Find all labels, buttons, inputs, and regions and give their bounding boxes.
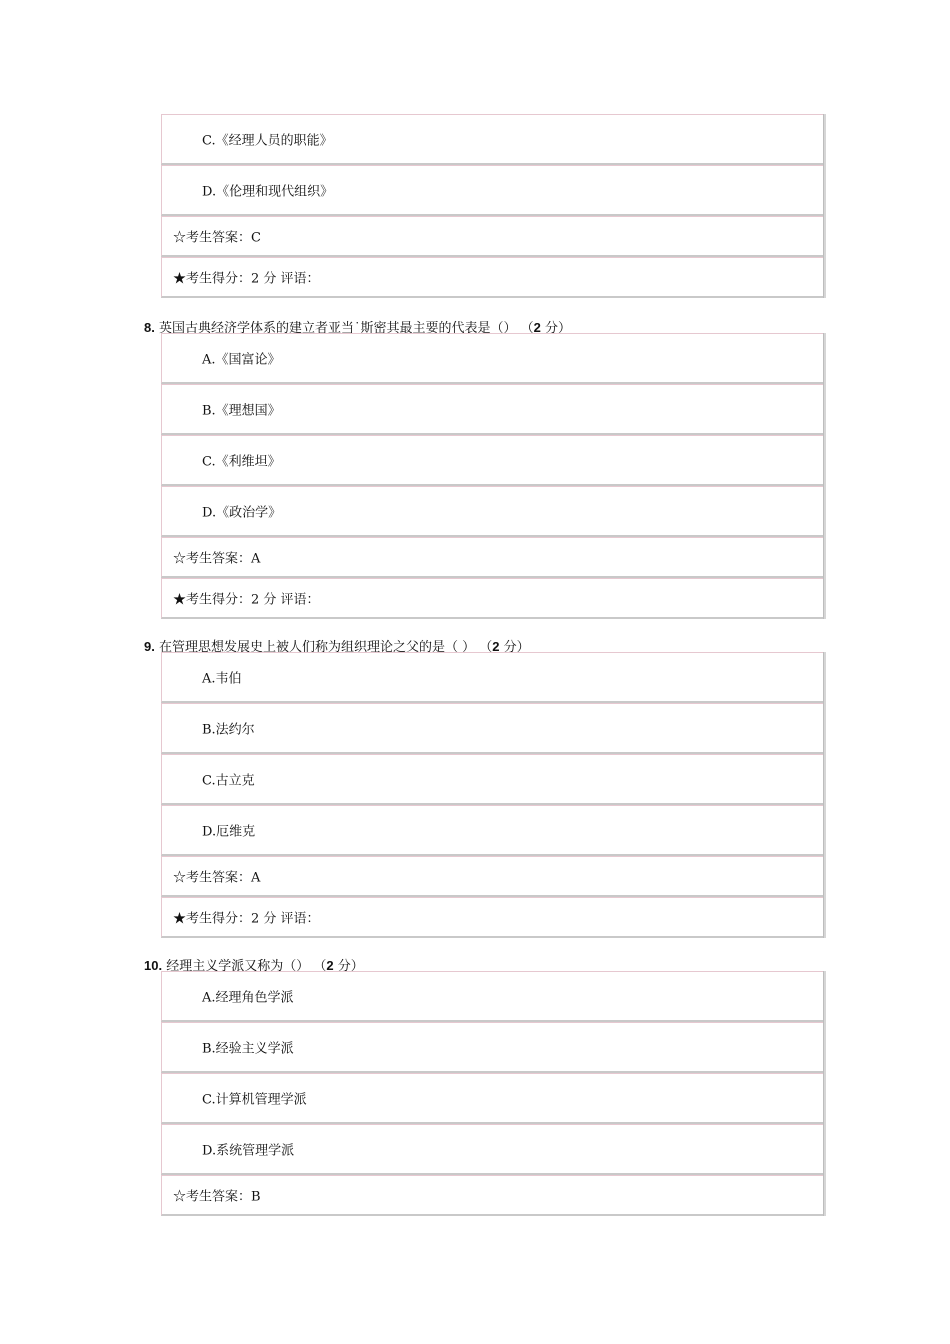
option-text: C.《利维坦》	[202, 454, 281, 470]
right-border	[823, 333, 826, 619]
question-text: 在管理思想发展史上被人们称为组织理论之父的是（ ） （	[158, 640, 493, 655]
option-row	[161, 1124, 823, 1175]
question-points-suffix: 分）	[545, 321, 572, 336]
option-row	[161, 1022, 823, 1073]
option-text: B.法约尔	[202, 722, 255, 738]
question-number: 9.	[144, 639, 155, 654]
option-text: C.《经理人员的职能》	[202, 133, 333, 149]
option-row	[161, 486, 823, 537]
option-row	[161, 1073, 823, 1124]
question-points-suffix: 分）	[503, 640, 530, 655]
question-points: 2	[492, 639, 500, 654]
option-row	[161, 333, 823, 384]
question-points: 2	[533, 320, 541, 335]
option-row	[161, 805, 823, 856]
question-9-block	[161, 652, 823, 938]
question-10-block	[161, 971, 823, 1216]
question-text: 英国古典经济学体系的建立者亚当˙斯密其最主要的代表是（） （	[158, 321, 534, 336]
right-border	[823, 971, 826, 1216]
option-row	[161, 384, 823, 435]
question-number: 10.	[144, 958, 163, 973]
right-border	[823, 114, 826, 298]
question-points-suffix: 分）	[337, 959, 364, 974]
option-text: A.《国富论》	[202, 352, 281, 368]
student-answer: ☆考生答案：A	[173, 551, 261, 567]
option-text: A.韦伯	[202, 671, 242, 687]
option-row	[161, 165, 823, 216]
student-answer-row	[161, 537, 823, 578]
option-row	[161, 652, 823, 703]
student-answer: ☆考生答案：A	[173, 870, 261, 886]
option-text: D.《伦理和现代组织》	[202, 184, 334, 200]
question-8-block	[161, 333, 823, 619]
student-answer-row	[161, 216, 823, 257]
option-text: B.经验主义学派	[202, 1041, 294, 1057]
student-score-row	[161, 578, 823, 619]
option-text: A.经理角色学派	[202, 990, 294, 1006]
student-score: ★考生得分：2 分 评语：	[173, 592, 320, 608]
option-text: C.古立克	[202, 773, 255, 789]
student-answer-row	[161, 1175, 823, 1216]
student-answer: ☆考生答案：C	[173, 230, 261, 246]
student-score: ★考生得分：2 分 评语：	[173, 911, 320, 927]
student-answer-row	[161, 856, 823, 897]
option-row	[161, 114, 823, 165]
option-text: B.《理想国》	[202, 403, 281, 419]
student-score: ★考生得分：2 分 评语：	[173, 271, 320, 287]
option-text: C.计算机管理学派	[202, 1092, 307, 1108]
question-text: 经理主义学派又称为（） （	[166, 959, 327, 974]
question-7-block	[161, 114, 823, 298]
student-score-row	[161, 897, 823, 938]
option-text: D.厄维克	[202, 824, 256, 840]
option-text: D.系统管理学派	[202, 1143, 295, 1159]
student-score-row	[161, 257, 823, 298]
option-text: D.《政治学》	[202, 505, 282, 521]
option-row	[161, 435, 823, 486]
student-answer: ☆考生答案：B	[173, 1189, 261, 1205]
right-border	[823, 652, 826, 938]
question-points: 2	[326, 958, 334, 973]
option-row	[161, 703, 823, 754]
option-row	[161, 754, 823, 805]
question-number: 8.	[144, 320, 155, 335]
option-row	[161, 971, 823, 1022]
